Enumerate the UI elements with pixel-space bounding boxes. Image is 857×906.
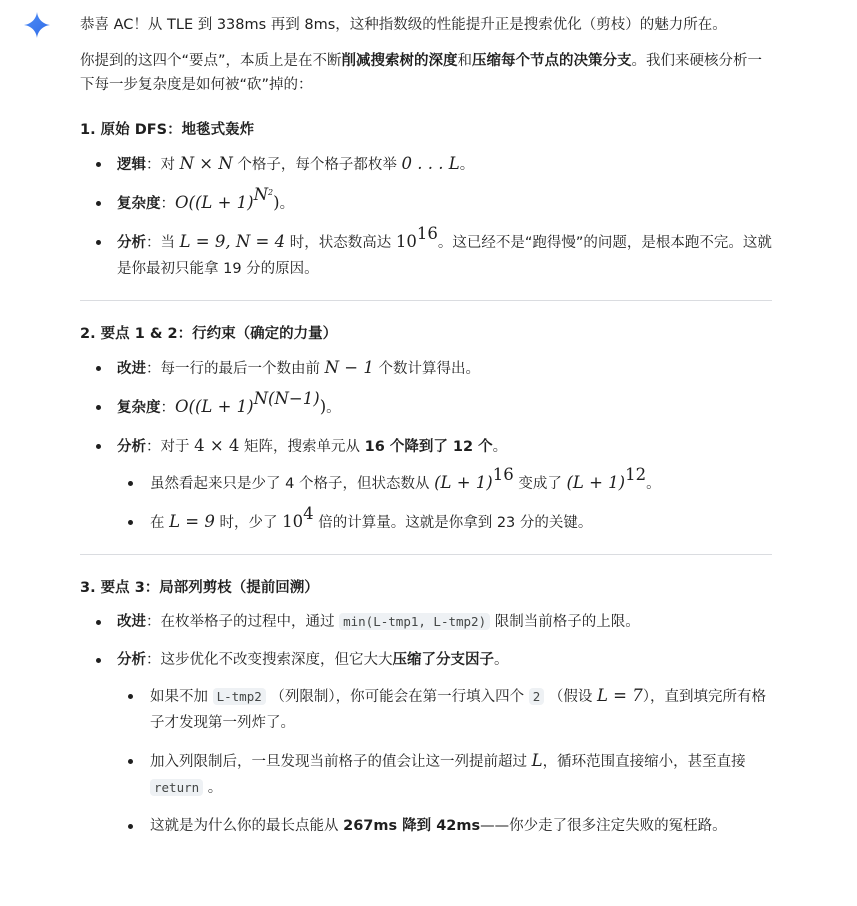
- list-item: [80, 433, 772, 536]
- intro-paragraph: [80, 49, 772, 97]
- bold-phrase: 267ms 降到 42ms: [343, 818, 481, 834]
- text: ——你少走了很多注定失败的冤枉路。: [480, 818, 727, 834]
- text: 这就是为什么你的最长点能从: [150, 818, 344, 834]
- bullet-list: [80, 355, 772, 536]
- text: 时，少了: [214, 515, 283, 531]
- text: ：在枚举格子的过程中，通过: [146, 614, 340, 630]
- sub-list-item: [117, 748, 772, 801]
- text: 。: [326, 400, 341, 416]
- list-item: [80, 355, 772, 382]
- math: 10: [282, 512, 304, 531]
- math: N × N: [179, 154, 233, 173]
- math: L = 7: [596, 686, 643, 705]
- math: L: [531, 751, 543, 770]
- sub-list-item: [117, 813, 772, 839]
- list-item: [80, 224, 772, 282]
- text: ：对: [146, 157, 180, 173]
- intro-text: 你提到的这四个“要点”，本质上是在不断: [80, 53, 342, 69]
- text: ），直到填完所有格子才发现第一列炸了。: [150, 689, 767, 731]
- text: ：这步优化不改变搜索深度，但它大大: [146, 652, 393, 668]
- text: 。: [492, 439, 508, 455]
- item-label: 改进: [117, 614, 146, 630]
- math: (L + 1): [566, 473, 626, 492]
- math-exponent: 16: [492, 465, 514, 484]
- text: 。: [646, 476, 661, 492]
- text: 如果不加: [150, 689, 213, 705]
- assistant-response: [80, 13, 772, 851]
- text: 。这已经不是“跑得慢”的问题，是根本跑不完。这就是你最初只能拿 19 分的原因。: [117, 235, 772, 277]
- list-item: [80, 609, 772, 635]
- text: ：对于: [146, 439, 195, 455]
- math: O((L + 1): [175, 193, 254, 212]
- bold-phrase: 16 个降到了 12 个: [364, 439, 493, 455]
- math: L = 9, N = 4: [179, 232, 286, 251]
- item-label: 复杂度: [117, 196, 161, 212]
- bold-phrase: 压缩了分支因子: [392, 652, 494, 668]
- list-item: [80, 647, 772, 839]
- section-heading: 1. 原始 DFS：地毯式轰炸: [80, 122, 255, 138]
- sub-list-item: [117, 504, 772, 536]
- section-heading: 2. 要点 1 & 2：行约束（确定的力量）: [80, 326, 338, 342]
- text: ：当: [146, 235, 180, 251]
- text: 。: [203, 780, 223, 796]
- bullet-list: [80, 609, 772, 839]
- sub-bullet-list: [117, 683, 772, 839]
- math-exponent: 12: [625, 465, 647, 484]
- intro-text: 和: [457, 53, 473, 69]
- math: 2: [268, 188, 274, 197]
- math-exponent: 16: [416, 224, 438, 243]
- text: 个格子，每个格子都枚举: [232, 157, 402, 173]
- text: 在: [150, 515, 170, 531]
- math: (L + 1): [434, 473, 493, 492]
- list-item: [80, 185, 772, 217]
- gemini-sparkle-icon: [24, 12, 50, 38]
- math-exponent: [254, 185, 274, 204]
- item-label: 分析: [117, 439, 146, 455]
- text: ：: [160, 400, 175, 416]
- item-label: 逻辑: [117, 157, 146, 173]
- item-label: 分析: [117, 652, 146, 668]
- math: L = 9: [169, 512, 215, 531]
- text: （列限制），你可能会在第一行填入四个: [265, 689, 529, 705]
- math: ): [273, 193, 280, 212]
- text: 加入列限制后，一旦发现当前格子的值会让这一列提前超过: [150, 754, 532, 770]
- math: ): [319, 397, 327, 416]
- inline-code: 2: [529, 688, 545, 705]
- list-item: [80, 151, 772, 178]
- item-label: 复杂度: [117, 400, 161, 416]
- sub-bullet-list: [117, 465, 772, 536]
- list-item: [80, 389, 772, 421]
- text: 。: [279, 196, 295, 212]
- text: 。: [494, 652, 509, 668]
- item-label: 分析: [117, 235, 146, 251]
- text: 虽然看起来只是少了 4 个格子，但状态数从: [150, 476, 435, 492]
- intro-line: 恭喜 AC！从 TLE 到 338ms 再到 8ms，这种指数级的性能提升正是搜索优化（剪枝）的魅力所在。: [80, 17, 727, 33]
- bold-phrase: 压缩每个节点的决策分支: [472, 53, 632, 69]
- section-divider: [80, 300, 772, 301]
- bullet-list: [80, 151, 772, 282]
- math: N: [253, 185, 269, 204]
- text: 时，状态数高达: [285, 235, 396, 251]
- sub-list-item: [117, 683, 772, 736]
- inline-code: L-tmp2: [213, 688, 266, 705]
- text: 限制当前格子的上限。: [490, 614, 640, 630]
- math-exponent: N(N−1): [253, 389, 320, 408]
- math: O((L + 1): [175, 397, 254, 416]
- inline-code: return: [150, 779, 203, 796]
- math: N − 1: [324, 358, 374, 377]
- text: 倍的计算量。这就是你拿到 23 分的关键。: [313, 515, 593, 531]
- bold-phrase: 削减搜索树的深度: [341, 53, 458, 69]
- text: ：: [160, 196, 175, 212]
- inline-code: min(L-tmp1, L-tmp2): [339, 613, 490, 630]
- intro-text: 。我们来硬核分析一下每一步复杂度是如何被“砍”掉的：: [80, 53, 763, 93]
- text: 矩阵，搜索单元从: [239, 439, 365, 455]
- section-divider: [80, 554, 772, 555]
- text: （假设: [544, 689, 597, 705]
- text: 个数计算得出。: [373, 361, 480, 377]
- text: ，循环范围直接缩小，甚至直接: [542, 754, 746, 770]
- text: 。: [459, 157, 475, 173]
- math: 10: [395, 232, 417, 251]
- math: 4 × 4: [194, 436, 240, 455]
- math: 0 . . . L: [401, 154, 460, 173]
- text: ：每一行的最后一个数由前: [146, 361, 325, 377]
- text: 变成了: [513, 476, 567, 492]
- sub-list-item: [117, 465, 772, 497]
- section-heading: 3. 要点 3：局部列剪枝（提前回溯）: [80, 580, 319, 596]
- item-label: 改进: [117, 361, 146, 377]
- math-exponent: 4: [303, 504, 314, 523]
